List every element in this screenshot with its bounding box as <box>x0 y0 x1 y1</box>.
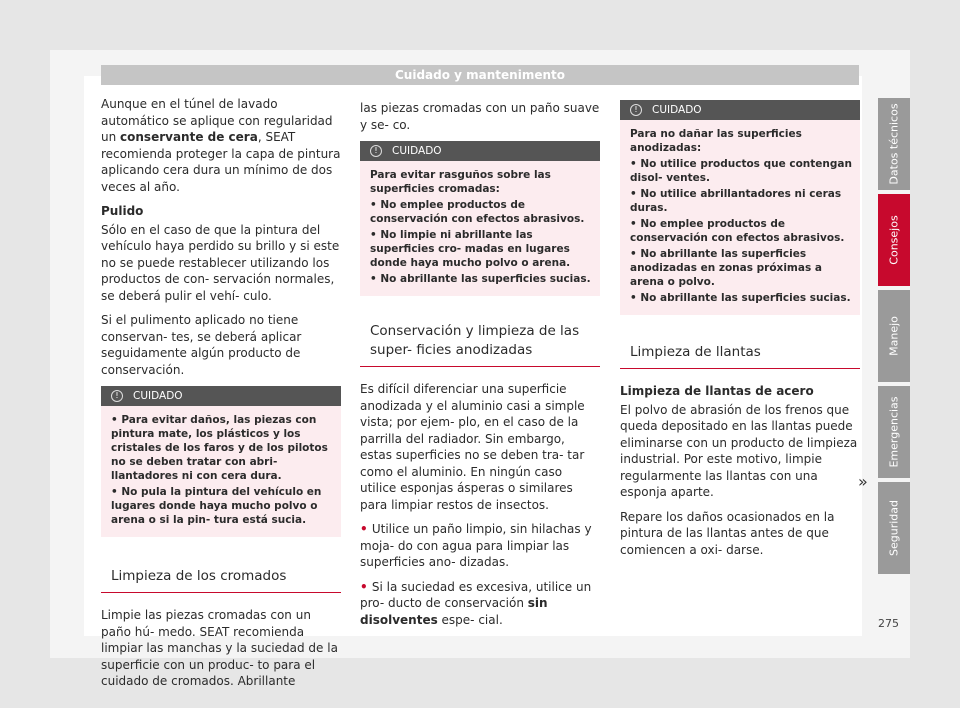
caution-label: CUIDADO <box>652 104 702 116</box>
caution-label: CUIDADO <box>133 390 183 402</box>
caution-item: • No abrillante las superficies sucias. <box>370 273 591 285</box>
cromados-continued: las piezas cromadas con un paño suave y se- co. <box>360 101 600 132</box>
caution-item: • No emplee productos de conservación con efectos abrasivos. <box>370 199 585 225</box>
cromados-paragraph: Limpie las piezas cromadas con un paño hú- medo. SEAT recomienda limpiar las manchas y la suciedad de la superficie con un produc- to para el cuidado de cromados. Abrillante <box>101 608 338 688</box>
llantas-paragraph-2: Repare los daños ocasionados en la pintura de las llantas antes de que comiencen a oxi- darse. <box>620 509 835 557</box>
warning-icon: ! <box>111 390 123 402</box>
tab-datos-tecnicos[interactable]: Datos técnicos <box>878 98 910 190</box>
pulido-paragraph-2: Si el pulimento aplicado no tiene conservan- tes, se deberá aplicar seguidamente algún producto de conservación. <box>101 313 302 377</box>
pulido-paragraph-1: Sólo en el caso de que la pintura del vehículo haya perdido su brillo y si este no se puede restablecer utilizando los productos de con- servación normales, se deberá pulir el vehí- culo. <box>101 222 340 303</box>
caution-box-anodized <box>620 100 860 315</box>
caution-item: • Para evitar daños, las piezas con pintura mate, los plásticos y los cristales de los faros y de los pilotos no se deben tratar con abri- llantadores ni con cera dura. <box>111 414 328 482</box>
anodizadas-bullet-2: • Si la suciedad es excesiva, utilice un pro- ducto de conservación sin disolventes espe- cial. <box>360 579 592 627</box>
warning-icon: ! <box>630 104 642 116</box>
caution-item: • No emplee productos de conservación con efectos abrasivos. <box>630 218 845 244</box>
anodizadas-bullet-1: • Utilice un paño limpio, sin hilachas y moja- do con agua para limpiar las superficies ano- dizadas. <box>360 522 592 569</box>
caution-item: • No pula la pintura del vehículo en lugares donde haya mucho polvo o arena o si la pin- tura está sucia. <box>111 486 322 526</box>
llantas-paragraph-1: El polvo de abrasión de los frenos que queda depositado en las llantas puede eliminarse con un producto de limpieza industrial. Por este motivo, limpie regularmente las llantas con una esponja aparte. <box>620 402 858 499</box>
tab-emergencias[interactable]: Emergencias <box>878 386 910 478</box>
caution-item: • No utilice productos que contengan disol- ventes. <box>630 158 852 184</box>
caution-box-paint <box>101 386 341 537</box>
caution-item: • No abrillante las superficies sucias. <box>630 292 851 304</box>
tab-consejos[interactable]: Consejos <box>878 194 910 286</box>
caution-box-chrome <box>360 141 600 296</box>
section-title-cromados: Limpieza de los cromados <box>101 567 341 593</box>
side-tabs <box>878 98 910 578</box>
caution-label: CUIDADO <box>392 145 442 157</box>
intro-paragraph: Aunque en el túnel de lavado automático se aplique con regularidad un conservante de cera, SEAT recomienda proteger la capa de pintura aplicando cera dura un mínimo de dos veces al año. <box>101 97 341 194</box>
warning-icon: ! <box>370 145 382 157</box>
caution-item: • No abrillante las superficies anodizadas en zonas próximas a arena o polvo. <box>630 248 822 288</box>
page-number: 275 <box>878 617 899 630</box>
tab-seguridad[interactable]: Seguridad <box>878 482 910 574</box>
pulido-title: Pulido <box>101 204 144 218</box>
column-1 <box>101 96 341 698</box>
caution-intro: Para evitar rasguños sobre las superficies cromadas: <box>370 169 551 195</box>
chapter-header: Cuidado y mantenimento <box>101 65 859 85</box>
continue-mark: » <box>858 472 868 491</box>
anodizadas-paragraph: Es difícil diferenciar una superficie anodizada y el aluminio casi a simple vista; por ejem- plo, en el caso de la parrilla del radiador. Sin embargo, estas superficies no se deben tra- tar como el aluminio. En ningún caso utilice esponjas ásperas o similares para limpiar restos de insectos. <box>360 382 585 512</box>
tab-manejo[interactable]: Manejo <box>878 290 910 382</box>
llantas-subtitle: Limpieza de llantas de acero <box>620 384 814 398</box>
column-2 <box>360 100 600 636</box>
caution-item: • No limpie ni abrillante las superficies cro- madas en lugares donde haya mucho polvo o arena. <box>370 229 571 269</box>
caution-intro: Para no dañar las superficies anodizadas: <box>630 128 802 154</box>
section-title-llantas: Limpieza de llantas <box>620 343 860 369</box>
column-3 <box>620 100 860 566</box>
section-title-anodizadas: Conservación y limpieza de las super- ficies anodizadas <box>360 322 600 367</box>
caution-item: • No utilice abrillantadores ni ceras duras. <box>630 188 842 214</box>
